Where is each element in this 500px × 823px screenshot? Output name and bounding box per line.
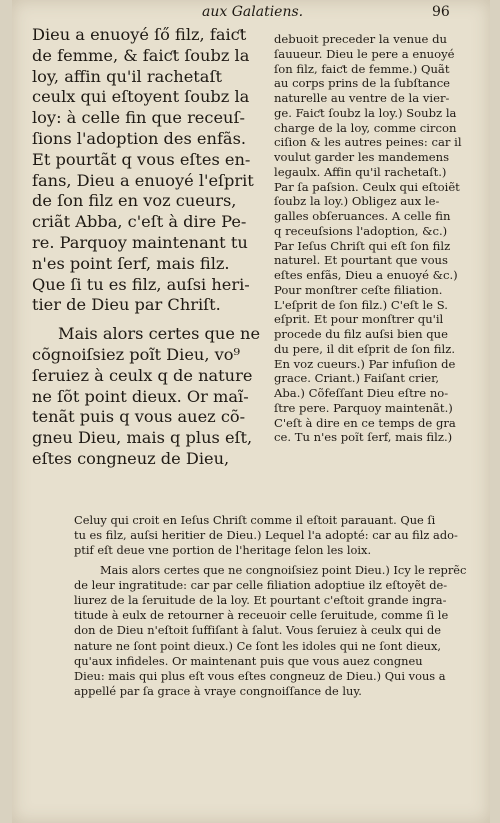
scripture-line: criãt Abba, c'eſt à dire Pe- [32, 212, 247, 232]
commentary-line: qu'aux infideles. Or maintenant puis que vous auez congneu [74, 653, 423, 668]
commentary-line: appellé par ſa grace à vraye congnoiſſance de luy. [74, 684, 362, 699]
commentary-line: L'eſprit de ſon filz.) C'eſt le S. [274, 297, 448, 312]
scripture-line: ceulx qui eſtoyent ſoubz la [32, 87, 250, 107]
commentary-line: don de Dieu n'eſtoit ſuffiſant à ſalut. Vous ſeruiez à ceulx qui de [74, 623, 442, 638]
page-number: 96 [432, 4, 450, 20]
commentary-line: legaulx. Affin qu'il rachetaſt.) [274, 164, 447, 179]
commentary-line: naturel. Et pourtant que vous [274, 253, 448, 268]
commentary-continuation [74, 513, 494, 699]
commentary-line: naturelle au ventre de la vier- [274, 91, 450, 105]
scripture-line: Dieu a enuoyé ſő filz, faiƈt [32, 25, 247, 44]
commentary-line: Par Ieſus Chriſt qui eſt ſon filz [274, 238, 451, 253]
commentary-line: q receuſsions l'adoption, &c.) [274, 223, 448, 238]
running-title: aux Galatiens. [202, 4, 304, 20]
commentary-line: grace. Criant.) Faiſant crier, [274, 371, 440, 386]
page-header [12, 4, 490, 26]
scripture-line: loy, affin qu'il rachetaſt [32, 66, 222, 86]
commentary-line: nature ne ſont point dieux.) Ce ſont les idoles qui ne ſont dieux, [74, 638, 442, 653]
commentary-line: titude à eulx de retourner à receuoir celle ſeruitude, comme ſi le [74, 608, 449, 623]
scripture-line: fans, Dieu a enuoyé l'eſprit [32, 170, 254, 190]
commentary-line: du pere, il dit eſprit de ſon filz. [274, 341, 455, 356]
commentary-line: ge. Faiƈt ſoubz la loy.) Soubz la [274, 105, 457, 120]
commentary-line: procede du filz auſsi bien que [274, 327, 448, 341]
commentary-line: ce. Tu n'es poĩt ſerf, mais filz.) [274, 430, 453, 445]
scripture-line: Et pourtãt q vous eſtes en- [32, 149, 251, 169]
scripture-line: tenãt puis q vous auez cõ- [32, 407, 246, 427]
commentary-line: Celuy qui croit en Ieſus Chriſt comme il eſtoit parauant. Que ſi [74, 513, 436, 527]
commentary-line: Pour monſtrer ceſte filiation. [274, 282, 443, 297]
commentary-line: charge de la loy, comme circon [274, 120, 457, 135]
commentary-column [274, 32, 488, 445]
commentary-line: de leur ingratitude: car par celle filiation adoptiue ilz eſtoyẽt de- [74, 577, 448, 592]
scripture-line: de ſon filz en voz cueurs, [32, 191, 237, 211]
scripture-line: eſtes congneuz de Dieu, [32, 448, 230, 468]
commentary-line: ciſion & les autres peines: car il [274, 135, 462, 150]
scripture-line: ſions l'adoption des enfãs. [32, 128, 247, 148]
commentary-line: ſon filz, faiƈt de femme.) Quãt [274, 61, 450, 76]
commentary-line: ptif eſt deue vne portion de l'heritage ſelon les loix. [74, 543, 372, 558]
commentary-line: Mais alors certes que ne congnoiſsiez point Dieu.) Icy le reprẽc [100, 562, 467, 577]
scripture-line: n'es point ſerf, mais filz. [32, 253, 230, 273]
scripture-line: Mais alors certes que ne [58, 324, 261, 344]
commentary-line: galles obſeruances. A celle fin [274, 209, 451, 223]
commentary-line: debuoit preceder la venue du [274, 32, 447, 46]
scripture-line: Que ſi tu es filz, auſsi heri- [32, 274, 250, 294]
scripture-line: ne ſõt point dieux. Or maĩ- [32, 386, 249, 406]
scripture-line: gneu Dieu, mais q plus eſt, [32, 428, 253, 448]
scripture-line: ſeruiez à ceulx q de nature [32, 365, 253, 385]
commentary-line: ſtre pere. Parquoy maintenãt.) [274, 400, 453, 415]
commentary-line: ſoubz la loy.) Obligez aux le- [274, 194, 440, 209]
commentary-line: Par ſa paſsion. Ceulx qui eſtoiẽt [274, 179, 460, 194]
commentary-line: voulut garder les mandemens [274, 150, 450, 164]
commentary-line: liurez de la ſeruitude de la loy. Et pourtant c'eſtoit grande ingra- [74, 593, 447, 608]
scripture-text-column [32, 25, 262, 470]
commentary-line: eſtes enfãs, Dieu a enuoyé &c.) [274, 268, 458, 282]
commentary-line: Dieu: mais qui plus eſt vous eſtes congneuz de Dieu.) Qui vous a [74, 669, 446, 684]
commentary-line: C'eſt à dire en ce temps de gra [274, 415, 456, 430]
book-page [12, 0, 490, 823]
commentary-line: Aba.) Cõfeſſant Dieu eſtre no- [274, 386, 449, 400]
scripture-line: re. Parquoy maintenant tu [32, 232, 248, 252]
commentary-line: tu es filz, auſsi heritier de Dieu.) Lequel l'a adopté: car au filz ado- [74, 528, 458, 543]
paragraph-gap [32, 316, 262, 324]
commentary-line: ſauueur. Dieu le pere a enuoyé [274, 46, 455, 61]
scripture-line: cõgnoiſsiez poĩt Dieu, vo⁹ [32, 344, 241, 364]
commentary-line: eſprit. Et pour monſtrer qu'il [274, 312, 444, 327]
scripture-line: tier de Dieu par Chriſt. [32, 295, 221, 315]
commentary-line: au corps prins de la ſubſtance [274, 76, 451, 91]
commentary-line: En voz cueurs.) Par infuſion de [274, 356, 456, 371]
scripture-line: de femme, & faiƈt ſoubz la [32, 45, 250, 65]
scripture-line: loy: à celle fin que receuſ- [32, 108, 245, 128]
